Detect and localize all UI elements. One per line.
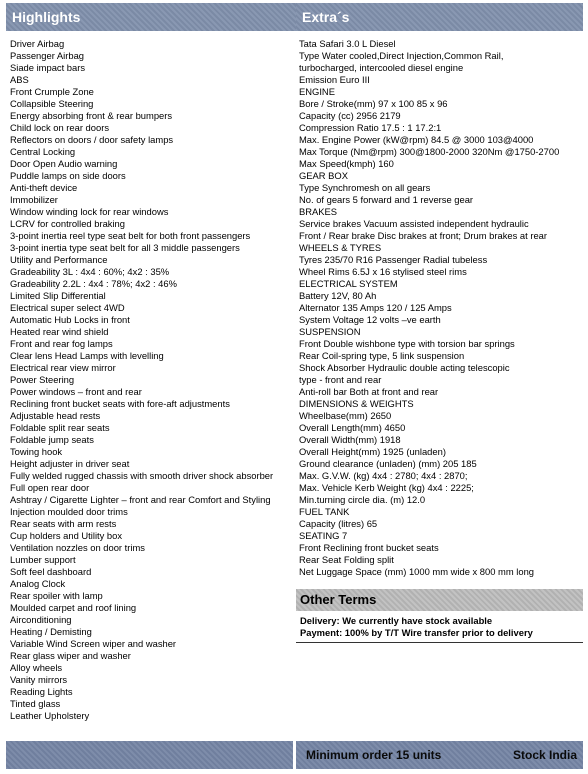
highlight-item: Ventilation nozzles on door trims (10, 542, 145, 553)
other-terms-header: Other Terms (296, 589, 583, 611)
extras-item: Rear Seat Folding split (299, 554, 394, 565)
extras-item: Max. G.V.W. (kg) 4x4 : 2780; 4x4 : 2870; (299, 470, 468, 481)
extras-header: Extra´s (296, 3, 583, 31)
highlight-item: Injection moulded door trims (10, 506, 128, 517)
highlight-item: Soft feel dashboard (10, 566, 92, 577)
other-terms-body (296, 611, 583, 643)
extras-item: Net Luggage Space (mm) 1000 mm wide x 800 mm long (299, 566, 535, 577)
extras-item: Tyres 235/70 R16 Passenger Radial tubeless (299, 254, 488, 265)
extras-item: Compression Ratio 17.5 : 1 17.2:1 (299, 122, 442, 133)
extras-item: Service brakes Vacuum assisted independent hydraulic (299, 218, 529, 229)
highlight-item: Fully welded rugged chassis with smooth driver shock absorber (10, 470, 274, 481)
highlight-item: Height adjuster in driver seat (10, 458, 130, 469)
extras-item: No. of gears 5 forward and 1 reverse gear (299, 194, 474, 205)
highlights-list (6, 31, 296, 722)
extras-item: Capacity (litres) 65 (299, 518, 378, 529)
extras-item: Max Speed(kmph) 160 (299, 158, 394, 169)
highlight-item: Reading Lights (10, 686, 73, 697)
extras-item: Wheel Rims 6.5J x 16 stylised steel rims (299, 266, 467, 277)
extras-item: SEATING 7 (299, 530, 348, 541)
highlight-item: Front Crumple Zone (10, 86, 94, 97)
extras-item: Capacity (cc) 2956 2179 (299, 110, 401, 121)
highlight-item: Ashtray / Cigarette Lighter – front and rear Comfort and Styling (10, 494, 271, 505)
extras-item: Overall Width(mm) 1918 (299, 434, 401, 445)
extras-item: Bore / Stroke(mm) 97 x 100 85 x 96 (299, 98, 448, 109)
extras-item: Min.turning circle dia. (m) 12.0 (299, 494, 426, 505)
extras-item: type - front and rear (299, 374, 382, 385)
extras-item: Max. Engine Power (kW@rpm) 84.5 @ 3000 103@4000 (299, 134, 534, 145)
highlight-item: Front and rear fog lamps (10, 338, 113, 349)
highlight-item: Foldable split rear seats (10, 422, 110, 433)
delivery-term: Delivery: We currently have stock available (300, 615, 493, 626)
extras-item: Wheelbase(mm) 2650 (299, 410, 392, 421)
extras-item: ENGINE (299, 86, 335, 97)
highlight-item: Moulded carpet and roof lining (10, 602, 137, 613)
extras-item: Max. Vehicle Kerb Weight (kg) 4x4 : 2225; (299, 482, 474, 493)
extras-item: Max Torque (Nm@rpm) 300@1800-2000 320Nm @1750-2700 (299, 146, 560, 157)
extras-item: ELECTRICAL SYSTEM (299, 278, 398, 289)
extras-item: turbocharged, intercooled diesel engine (299, 62, 464, 73)
highlight-item: Full open rear door (10, 482, 90, 493)
minimum-order-text: Minimum order 15 units (306, 748, 442, 762)
extras-item: Anti-roll bar Both at front and rear (299, 386, 439, 397)
highlight-item: Anti-theft device (10, 182, 78, 193)
highlight-item: 3-point inertia type seat belt for all 3 middle passengers (10, 242, 240, 253)
highlight-item: Vanity mirrors (10, 674, 68, 685)
highlight-item: Electrical rear view mirror (10, 362, 116, 373)
extras-item: Type Water cooled,Direct Injection,Common Rail, (299, 50, 504, 61)
highlight-item: Alloy wheels (10, 662, 63, 673)
highlight-item: Puddle lamps on side doors (10, 170, 126, 181)
highlight-item: Cup holders and Utility box (10, 530, 123, 541)
highlight-item: Gradeability 3L : 4x4 : 60%; 4x2 : 35% (10, 266, 170, 277)
highlight-item: Collapsible Steering (10, 98, 94, 109)
other-terms-section (296, 589, 583, 643)
highlight-item: Energy absorbing front & rear bumpers (10, 110, 173, 121)
highlight-item: Power Steering (10, 374, 75, 385)
highlight-item: Airconditioning (10, 614, 72, 625)
extras-item: GEAR BOX (299, 170, 348, 181)
highlight-item: Automatic Hub Locks in front (10, 314, 130, 325)
extras-item: Front / Rear brake Disc brakes at front; Drum brakes at rear (299, 230, 548, 241)
footer-right-bar (296, 741, 583, 769)
highlight-item: Reclining front bucket seats with fore-aft adjustments (10, 398, 230, 409)
extras-item: System Voltage 12 volts –ve earth (299, 314, 441, 325)
extras-item: Emission Euro III (299, 74, 370, 85)
highlight-item: Tinted glass (10, 698, 61, 709)
highlight-item: Gradeability 2.2L : 4x4 : 78%; 4x2 : 46% (10, 278, 177, 289)
highlight-item: Siade impact bars (10, 62, 86, 73)
highlight-item: Heated rear wind shield (10, 326, 109, 337)
highlight-item: 3-point inertia reel type seat belt for both front passengers (10, 230, 251, 241)
highlight-item: Rear seats with arm rests (10, 518, 117, 529)
highlight-item: Passenger Airbag (10, 50, 85, 61)
highlight-item: Child lock on rear doors (10, 122, 110, 133)
payment-term: Payment: 100% by T/T Wire transfer prior to delivery (300, 627, 533, 638)
extras-item: FUEL TANK (299, 506, 350, 517)
extras-item: Ground clearance (unladen) (mm) 205 185 (299, 458, 477, 469)
highlight-item: Leather Upholstery (10, 710, 90, 721)
highlight-item: Immobilizer (10, 194, 58, 205)
highlight-item: Door Open Audio warning (10, 158, 118, 169)
extras-item: Rear Coil-spring type, 5 link suspension (299, 350, 465, 361)
extras-item: Tata Safari 3.0 L Diesel (299, 38, 396, 49)
extras-item: Overall Height(mm) 1925 (unladen) (299, 446, 446, 457)
highlight-item: ABS (10, 74, 29, 85)
extras-item: Type Synchromesh on all gears (299, 182, 431, 193)
extras-item: Alternator 135 Amps 120 / 125 Amps (299, 302, 452, 313)
extras-item: Front Reclining front bucket seats (299, 542, 439, 553)
extras-item: WHEELS & TYRES (299, 242, 382, 253)
highlight-item: Foldable jump seats (10, 434, 94, 445)
extras-item: SUSPENSION (299, 326, 361, 337)
extras-item: Shock Absorber Hydraulic double acting telescopic (299, 362, 510, 373)
stock-location-text: Stock India (512, 748, 577, 762)
highlight-item: Clear lens Head Lamps with levelling (10, 350, 164, 361)
extras-list (296, 31, 583, 578)
highlight-item: Window winding lock for rear windows (10, 206, 169, 217)
highlight-item: Central Locking (10, 146, 76, 157)
highlight-item: Adjustable head rests (10, 410, 101, 421)
highlight-item: Driver Airbag (10, 38, 65, 49)
extras-item: Front Double wishbone type with torsion bar springs (299, 338, 515, 349)
footer-left-bar (6, 741, 293, 769)
extras-item: BRAKES (299, 206, 338, 217)
highlight-item: Utility and Performance (10, 254, 108, 265)
highlight-item: Power windows – front and rear (10, 386, 142, 397)
extras-item: Overall Length(mm) 4650 (299, 422, 406, 433)
extras-item: Battery 12V, 80 Ah (299, 290, 377, 301)
highlight-item: Electrical super select 4WD (10, 302, 125, 313)
highlight-item: Rear glass wiper and washer (10, 650, 131, 661)
highlight-item: Analog Clock (10, 578, 66, 589)
highlights-header: Highlights (6, 3, 296, 31)
highlight-item: Reflectors on doors / door safety lamps (10, 134, 174, 145)
highlight-item: Rear spoiler with lamp (10, 590, 103, 601)
highlight-item: Variable Wind Screen wiper and washer (10, 638, 177, 649)
highlights-column (6, 3, 296, 722)
extras-column (296, 3, 583, 578)
highlight-item: LCRV for controlled braking (10, 218, 125, 229)
extras-item: DIMENSIONS & WEIGHTS (299, 398, 414, 409)
highlight-item: Limited Slip Differential (10, 290, 106, 301)
highlight-item: Towing hook (10, 446, 63, 457)
highlight-item: Heating / Demisting (10, 626, 92, 637)
highlight-item: Lumber support (10, 554, 76, 565)
